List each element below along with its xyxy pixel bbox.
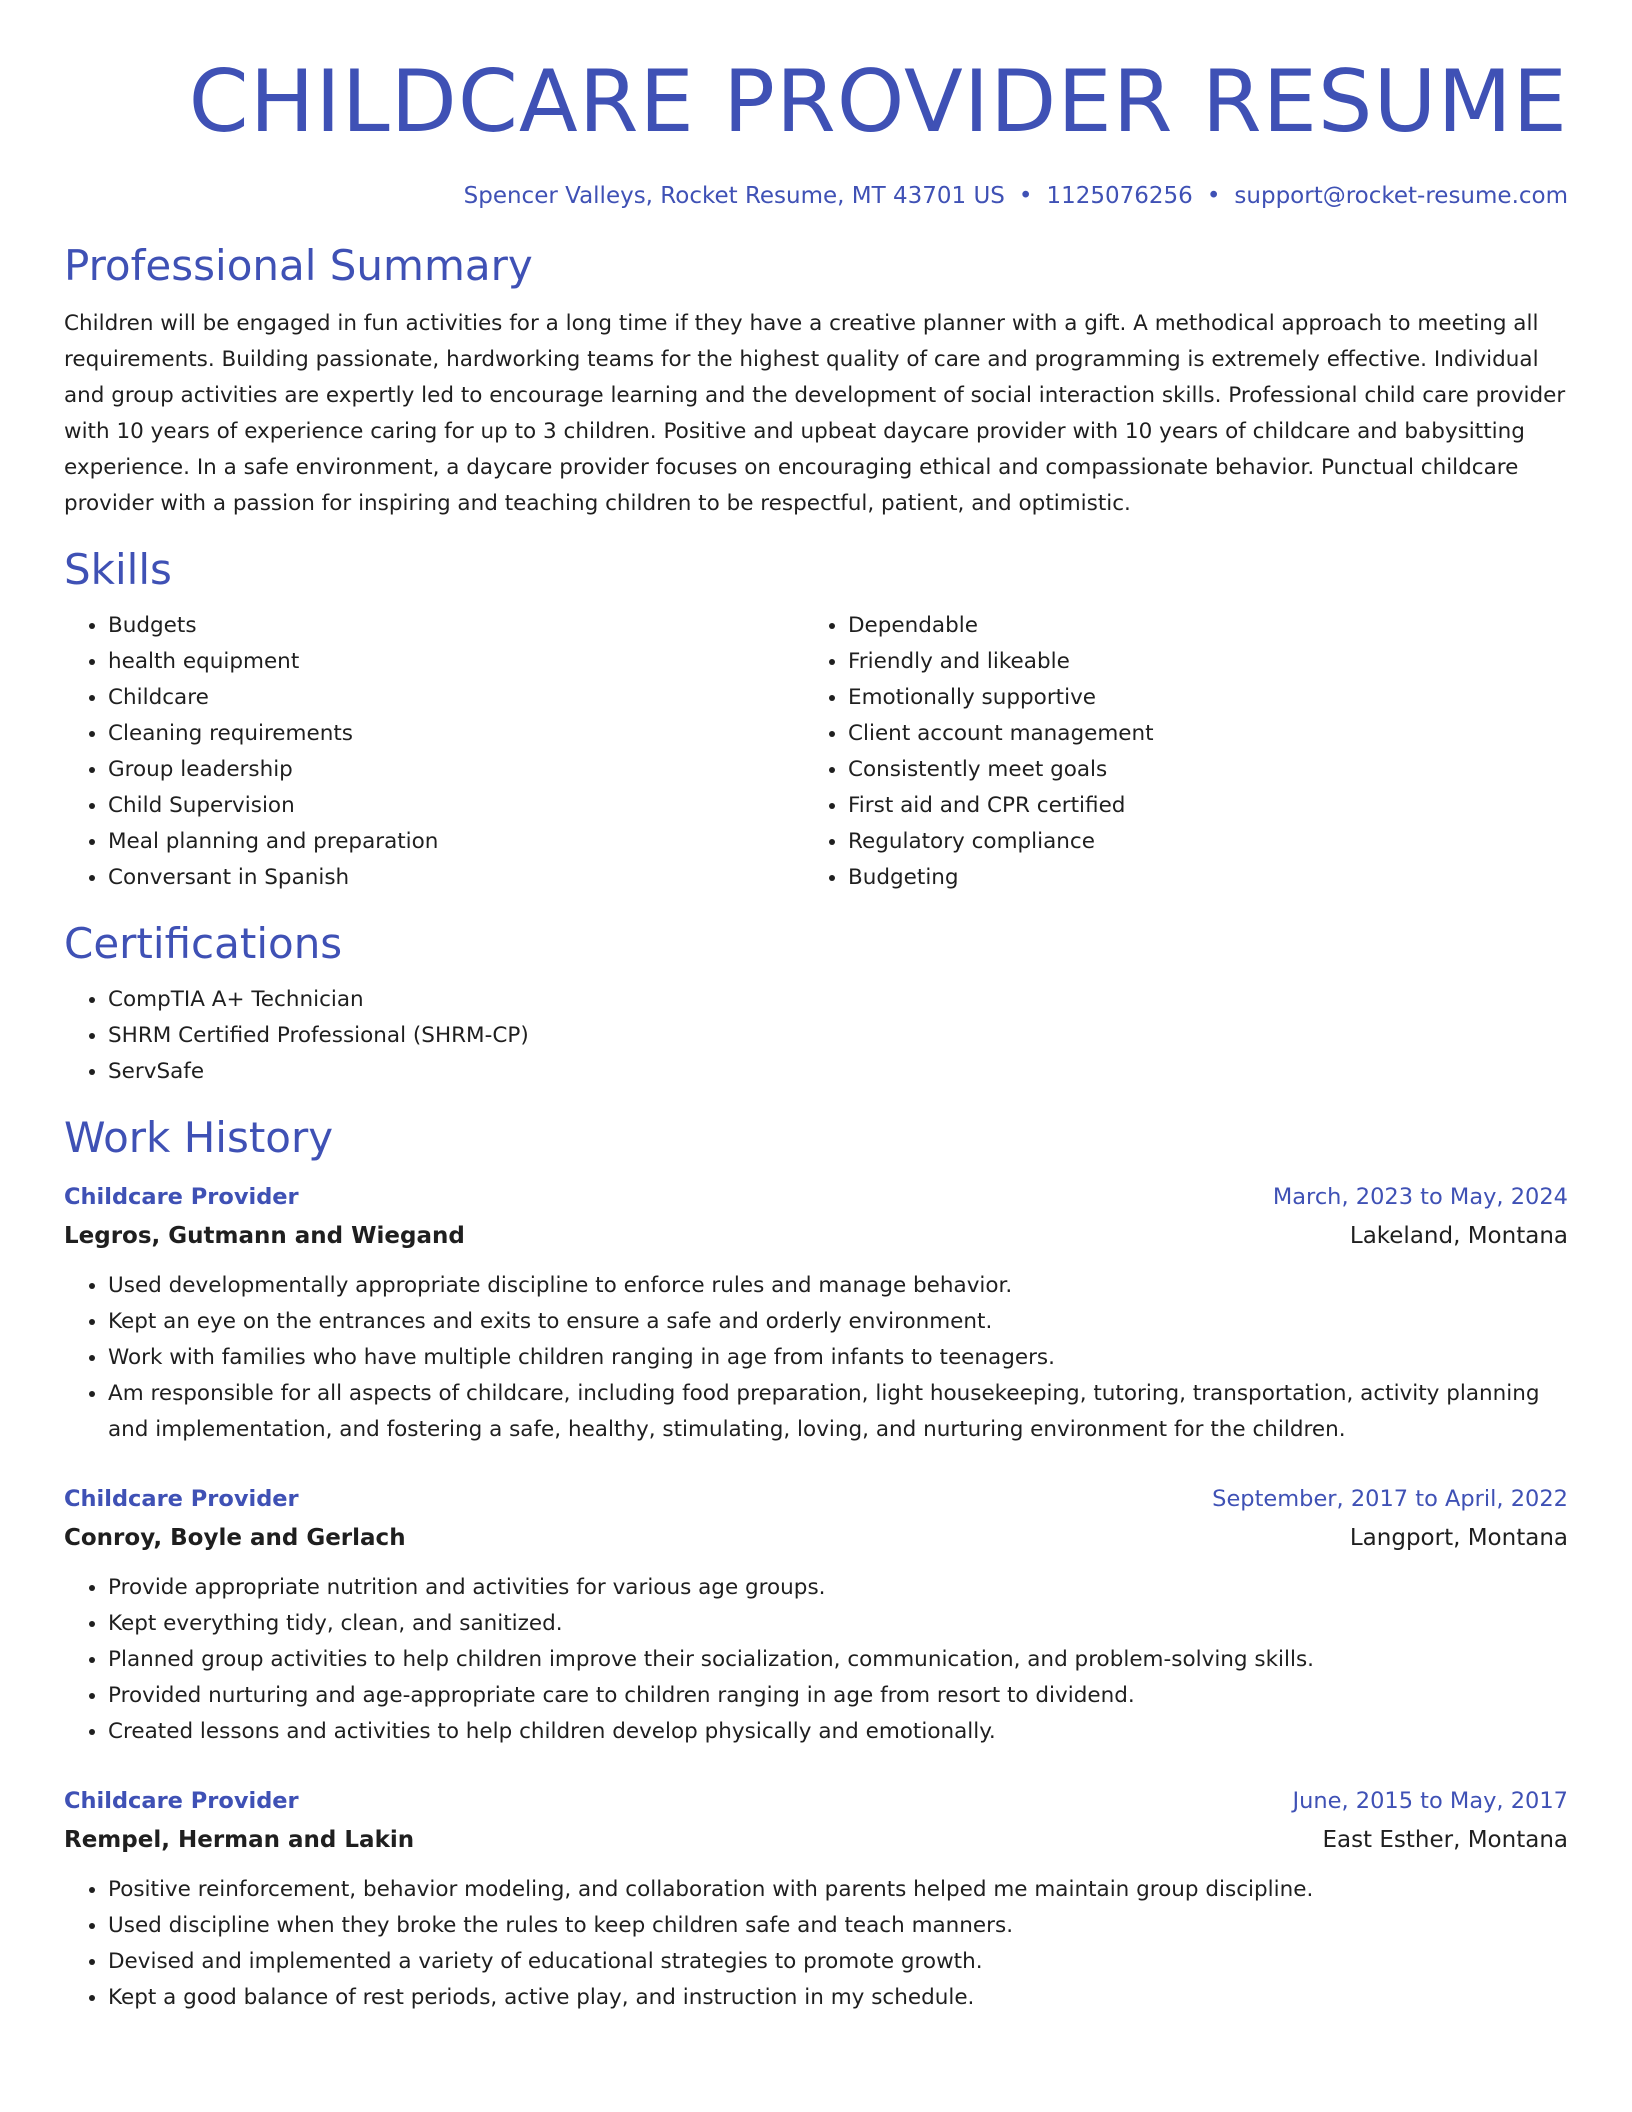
contact-separator: • bbox=[1018, 183, 1033, 209]
job-duties-list bbox=[64, 1570, 1568, 1750]
job-duty-item: • Planned group activities to help children improve their socialization, communication, and problem-solving skills. bbox=[108, 1642, 1568, 1678]
certification-item: • CompTIA A+ Technician bbox=[108, 982, 1568, 1018]
skill-item: • Cleaning requirements bbox=[108, 716, 804, 752]
job-company-row bbox=[64, 1820, 1568, 1860]
job-location: Lakeland, Montana bbox=[1349, 1223, 1568, 1249]
job-company: Conroy, Boyle and Gerlach bbox=[64, 1525, 406, 1551]
skill-item: • Childcare bbox=[108, 680, 804, 716]
skill-item: • Budgeting bbox=[848, 860, 1544, 896]
job-dates: March, 2023 to May, 2024 bbox=[1272, 1184, 1568, 1210]
job-dates: September, 2017 to April, 2022 bbox=[1212, 1486, 1568, 1512]
skill-item: • Meal planning and preparation bbox=[108, 824, 804, 860]
job-company-row bbox=[64, 1216, 1568, 1256]
job-duty-item: • Work with families who have multiple children ranging in age from infants to teenagers. bbox=[108, 1340, 1568, 1376]
section-title-summary: Professional Summary bbox=[64, 241, 533, 290]
job-entry bbox=[64, 1782, 1568, 2016]
work-history-section bbox=[64, 1112, 1568, 2016]
skills-column-left bbox=[64, 608, 804, 896]
job-duty-item: • Am responsible for all aspects of childcare, including food preparation, light housekeeping, tutoring, transportation, activity planning and implementation, and fostering a safe, healthy, stimulating, loving, and nurturing environment for the children. bbox=[108, 1376, 1568, 1448]
skills-column-right bbox=[804, 608, 1544, 896]
skill-item: • health equipment bbox=[108, 644, 804, 680]
skill-item: • First aid and CPR certified bbox=[848, 788, 1544, 824]
section-title-skills: Skills bbox=[64, 545, 172, 594]
section-title-certifications: Certifications bbox=[64, 919, 343, 968]
job-title-row bbox=[64, 1782, 1568, 1820]
job-title-row bbox=[64, 1178, 1568, 1216]
certifications-list bbox=[64, 982, 1568, 1090]
job-duty-item: • Used developmentally appropriate discipline to enforce rules and manage behavior. bbox=[108, 1268, 1568, 1304]
job-entry bbox=[64, 1480, 1568, 1750]
contact-email[interactable]: support@rocket-resume.com bbox=[1234, 183, 1568, 209]
job-duty-item: • Kept everything tidy, clean, and sanitized. bbox=[108, 1606, 1568, 1642]
skill-item: • Conversant in Spanish bbox=[108, 860, 804, 896]
job-title-row bbox=[64, 1480, 1568, 1518]
skills-list-left bbox=[64, 608, 804, 896]
skill-item: • Dependable bbox=[848, 608, 1544, 644]
contact-separator: • bbox=[1206, 183, 1221, 209]
professional-summary-section bbox=[64, 240, 1568, 522]
job-title: Childcare Provider bbox=[64, 1788, 299, 1814]
contact-address: Spencer Valleys, Rocket Resume, MT 43701 US bbox=[463, 183, 1005, 209]
job-duty-item: • Provide appropriate nutrition and activities for various age groups. bbox=[108, 1570, 1568, 1606]
skills-section bbox=[64, 544, 1568, 896]
job-company: Rempel, Herman and Lakin bbox=[64, 1827, 415, 1853]
skills-list-right bbox=[804, 608, 1544, 896]
skill-item: • Child Supervision bbox=[108, 788, 804, 824]
skill-item: • Regulatory compliance bbox=[848, 824, 1544, 860]
summary-text: Children will be engaged in fun activities for a long time if they have a creative planner with a gift. A methodical approach to meeting all requirements. Building passionate, hardworking teams for the highest quality of care and programming is extremely effective. Individual and group activities are expertly led to encourage learning and the development of social interaction skills. Professional child care provider with 10 years of experience caring for up to 3 children. Positive and upbeat daycare provider with 10 years of childcare and babysitting experience. In a safe environment, a daycare provider focuses on encouraging ethical and compassionate behavior. Punctual childcare provider with a passion for inspiring and teaching children to be respectful, patient, and optimistic. bbox=[64, 311, 1566, 516]
job-duty-item: • Devised and implemented a variety of educational strategies to promote growth. bbox=[108, 1944, 1568, 1980]
job-duty-item: • Provided nurturing and age-appropriate care to children ranging in age from resort to dividend. bbox=[108, 1678, 1568, 1714]
page-title: CHILDCARE PROVIDER RESUME bbox=[188, 52, 1568, 152]
job-title: Childcare Provider bbox=[64, 1486, 299, 1512]
skill-item: • Group leadership bbox=[108, 752, 804, 788]
job-company-row bbox=[64, 1518, 1568, 1558]
job-duty-item: • Kept a good balance of rest periods, active play, and instruction in my schedule. bbox=[108, 1980, 1568, 2016]
skill-item: • Friendly and likeable bbox=[848, 644, 1544, 680]
skill-item: • Budgets bbox=[108, 608, 804, 644]
skill-item: • Consistently meet goals bbox=[848, 752, 1544, 788]
job-duty-item: • Used discipline when they broke the rules to keep children safe and teach manners. bbox=[108, 1908, 1568, 1944]
certification-item: • ServSafe bbox=[108, 1054, 1568, 1090]
job-duty-item: • Kept an eye on the entrances and exits to ensure a safe and orderly environment. bbox=[108, 1304, 1568, 1340]
job-duties-list bbox=[64, 1268, 1568, 1448]
certifications-section bbox=[64, 918, 1568, 1090]
section-title-work-history: Work History bbox=[64, 1113, 334, 1162]
job-location: Langport, Montana bbox=[1349, 1525, 1568, 1551]
certification-item: • SHRM Certified Professional (SHRM-CP) bbox=[108, 1018, 1568, 1054]
job-dates: June, 2015 to May, 2017 bbox=[1292, 1788, 1568, 1814]
skills-grid bbox=[64, 608, 1568, 896]
contact-line bbox=[64, 180, 1568, 212]
job-entry bbox=[64, 1178, 1568, 1448]
contact-phone: 1125076256 bbox=[1046, 183, 1193, 209]
skill-item: • Emotionally supportive bbox=[848, 680, 1544, 716]
skill-item: • Client account management bbox=[848, 716, 1544, 752]
job-duties-list bbox=[64, 1872, 1568, 2016]
job-duty-item: • Created lessons and activities to help children develop physically and emotionally. bbox=[108, 1714, 1568, 1750]
resume-header bbox=[64, 52, 1568, 212]
job-duty-item: • Positive reinforcement, behavior modeling, and collaboration with parents helped me maintain group discipline. bbox=[108, 1872, 1568, 1908]
job-company: Legros, Gutmann and Wiegand bbox=[64, 1223, 465, 1249]
job-title: Childcare Provider bbox=[64, 1184, 299, 1210]
job-location: East Esther, Montana bbox=[1322, 1827, 1568, 1853]
